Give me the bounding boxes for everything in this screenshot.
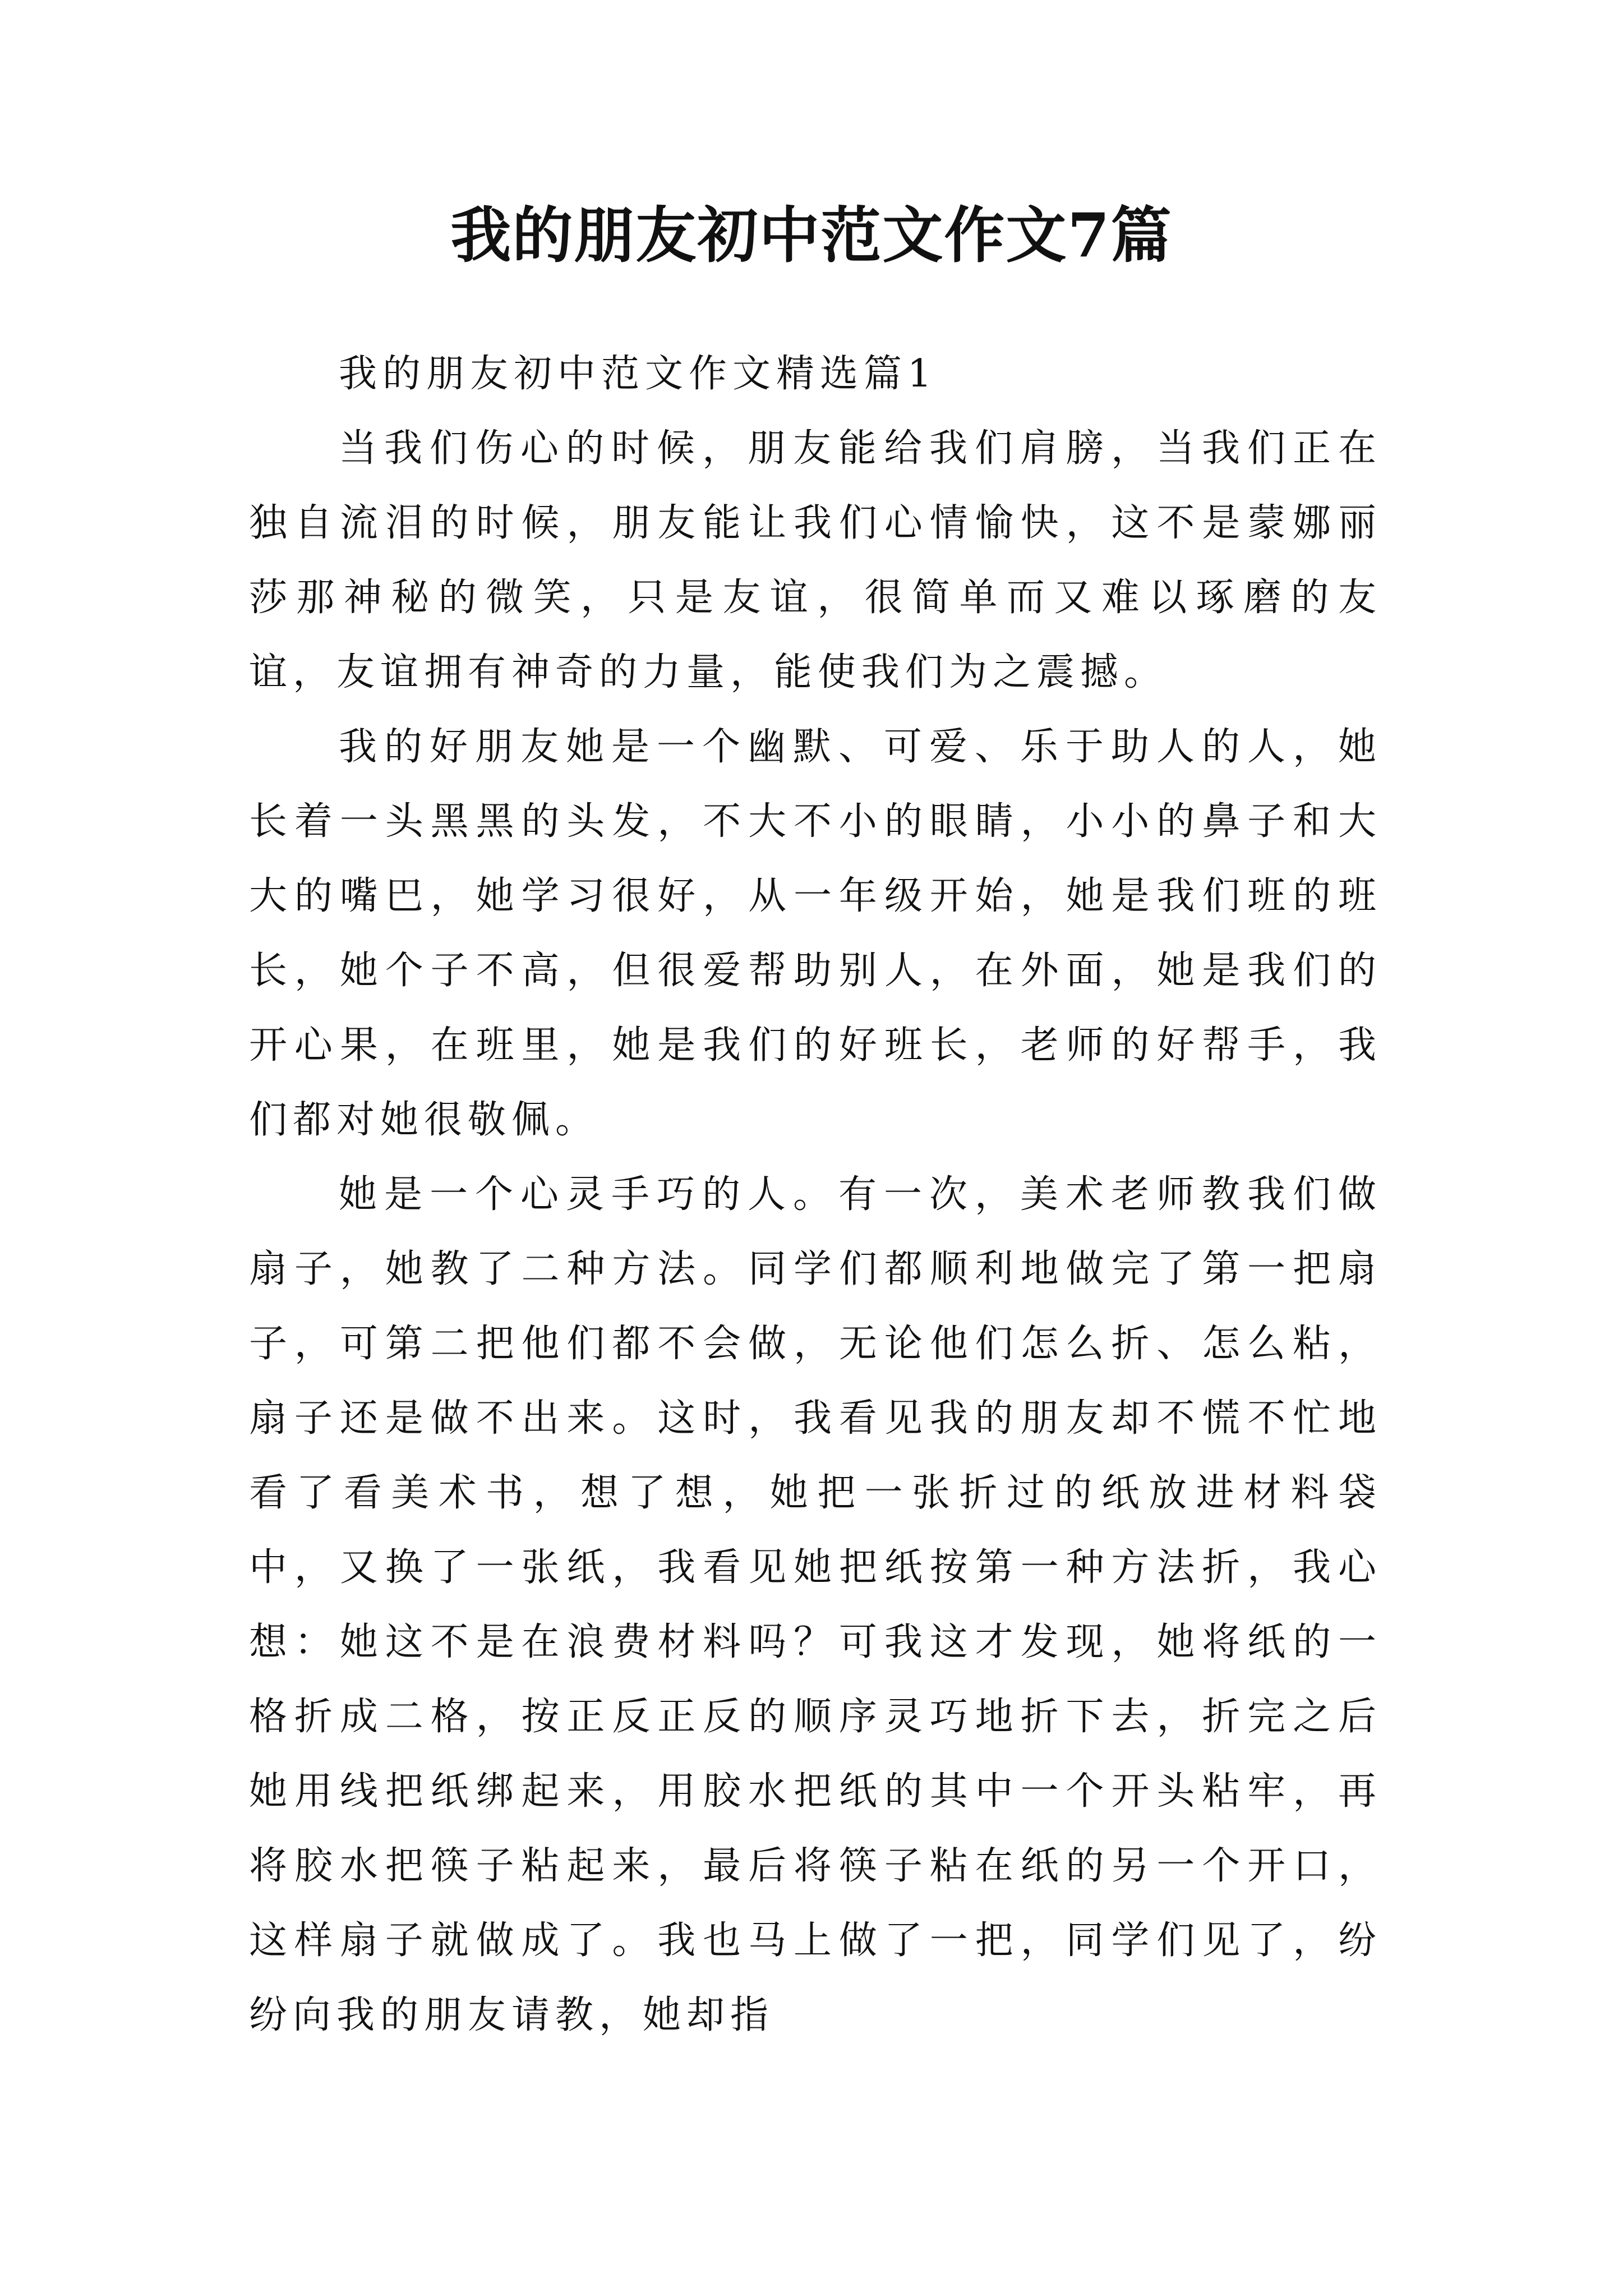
section-heading: 我的朋友初中范文作文精选篇1 (339, 352, 938, 396)
paragraph: 我的好朋友她是一个幽默、可爱、乐于助人的人，她长着一头黑黑的头发，不大不小的眼睛，小小的鼻子和大大的嘴巴，她学习很好，从一年级开始，她是我们班的班长，她个子不高，但很爱帮助别人，在外面，她是我们的开心果，在班里，她是我们的好班长，老师的好帮手，我们都对她很敬佩。 (249, 725, 1382, 1142)
paragraph: 当我们伤心的时候，朋友能给我们肩膀，当我们正在独自流泪的时候，朋友能让我们心情愉快，这不是蒙娜丽莎那神秘的微笑，只是友谊，很简单而又难以琢磨的友谊，友谊拥有神奇的力量，能使我们为之震撼。 (249, 426, 1382, 694)
paragraph: 她是一个心灵手巧的人。有一次，美术老师教我们做扇子，她教了二种方法。同学们都顺利地做完了第一把扇子，可第二把他们都不会做，无论他们怎么折、怎么粘，扇子还是做不出来。这时，我看见我的朋友却不慌不忙地看了看美术书，想了想，她把一张折过的纸放进材料袋中，又换了一张纸，我看见她把纸按第一种方法折，我心想：她这不是在浪费材料吗？可我这才发现，她将纸的一格折成二格，按正反正反的顺序灵巧地折下去，折完之后她用线把纸绑起来，用胶水把纸的其中一个开头粘牢，再将胶水把筷子粘起来，最后将筷子粘在纸的另一个开口，这样扇子就做成了。我也马上做了一把，同学们见了，纷纷向我的朋友请教，她却指 (249, 1172, 1382, 2037)
document-body (249, 337, 1382, 2053)
document-title: 我的朋友初中范文作文7篇 (450, 200, 1173, 271)
